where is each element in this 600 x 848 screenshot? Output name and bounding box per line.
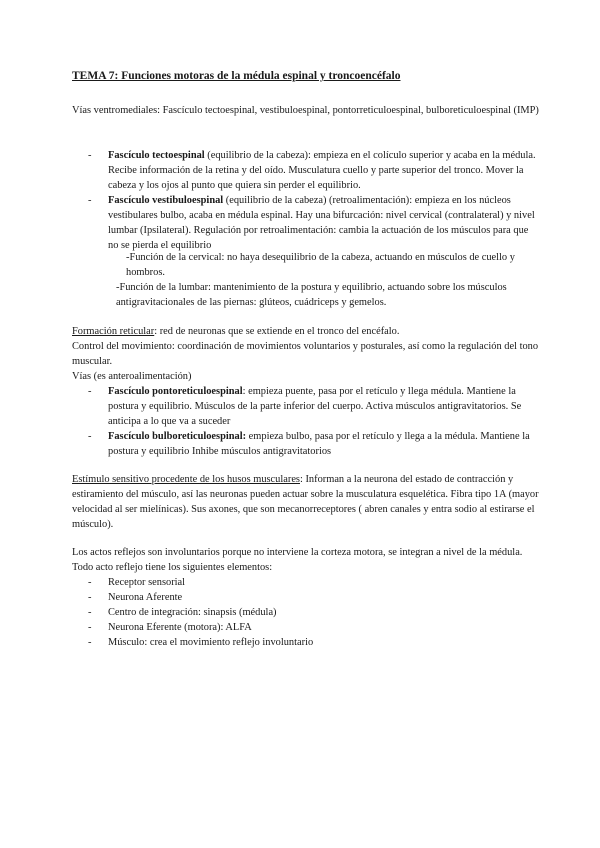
movement-control: Control del movimiento: coordinación de movimientos voluntarios y posturales, así como la regulación del tono muscular. (72, 341, 539, 367)
list-item (86, 384, 540, 429)
section-text: : red de neuronas que se extiende en el tronco del encéfalo. (154, 326, 400, 337)
term: Fascículo vestibuloespinal (108, 195, 224, 206)
reticular-section (72, 324, 542, 339)
list-item: - Neurona Aferente (86, 590, 540, 605)
description: : empieza puente, pasa por el retículo y llega médula. Mantiene la postura y equilibrio. Músculos de la parte inferior del cuerpo. Activa músculos antigravitatorios. Se anticipa a lo que va a suceder (108, 386, 522, 427)
list-item (86, 429, 540, 459)
list-item: - Receptor sensorial (86, 575, 540, 590)
description: empieza bulbo, pasa por el retículo y llega a la médula. Mantiene la postura y equilibrio Inhibe músculos antigravitatorios (108, 431, 530, 457)
vias-label: Vías (es anteroalimentación) (72, 371, 192, 382)
ventromedial-list (86, 148, 540, 253)
section-text: : Informan a la neurona del estado de contracción y estiramiento del músculo, así las neuronas pueden actuar sobre la musculatura esquelética. Fibra tipo 1A (mayor velocidad al ser mielínicas). Sus axones, que son mecanorreceptores ( abren canales y entra sodio al estirarse el músculo). (72, 474, 539, 530)
term: Fascículo tectoespinal (108, 150, 205, 161)
reflex-elements-list (86, 575, 540, 650)
lumbar-function: -Función de la lumbar: mantenimiento de la postura y equilibrio, actuando sobre los músculos antigravitacionales de las piernas: glúteos, cuádriceps y gemelos. (116, 282, 507, 308)
term: Fascículo bulboreticuloespinal: (108, 431, 247, 442)
reticular-list (86, 384, 540, 459)
list-item: - Músculo: crea el movimiento reflejo involuntario (86, 635, 540, 650)
cervical-function: -Función de la cervical: no haya desequilibrio de la cabeza, actuando en músculos de cuello y hombros. (126, 252, 515, 278)
list-item (86, 193, 540, 253)
description: (equilibrio de la cabeza): empieza en el colículo superior y acaba en la médula. Recibe información de la retina y del oído. Musculatura cuello y parte superior del tronco. Mover la cabeza y los ojos al punto que quiera sin perder el equilibrio. (108, 150, 536, 191)
section-heading: Estímulo sensitivo procedente de los husos musculares (72, 474, 300, 485)
page-title: TEMA 7: Funciones motoras de la médula espinal y troncoencéfalo (72, 70, 401, 82)
section-heading: Formación reticular (72, 326, 155, 337)
description: (equilibrio de la cabeza) (retroalimentación): empieza en los núcleos vestibulares bulbo, acaba en médula espinal. Hay una bifurcación: nivel cervical (contralateral) y nivel lumbar (Ipsilateral). Regulación por retroalimentación: cambia la actuación de los músculos para que no se pierda el equilibrio (108, 195, 535, 251)
list-item: - Centro de integración: sinapsis (médula) (86, 605, 540, 620)
reflex-intro: Los actos reflejos son involuntarios porque no interviene la corteza motora, se integran a nivel de la médula. Todo acto reflejo tiene los siguientes elementos: (72, 547, 523, 573)
stimulus-paragraph (72, 472, 542, 532)
term: Fascículo pontoreticuloespinal (108, 386, 243, 397)
list-item (86, 148, 540, 193)
list-item: - Neurona Eferente (motora): ALFA (86, 620, 540, 635)
intro-paragraph: Vías ventromediales: Fascículo tectoespinal, vestibuloespinal, pontorreticuloespinal, bulboreticuloespinal (IMP) (72, 105, 539, 116)
